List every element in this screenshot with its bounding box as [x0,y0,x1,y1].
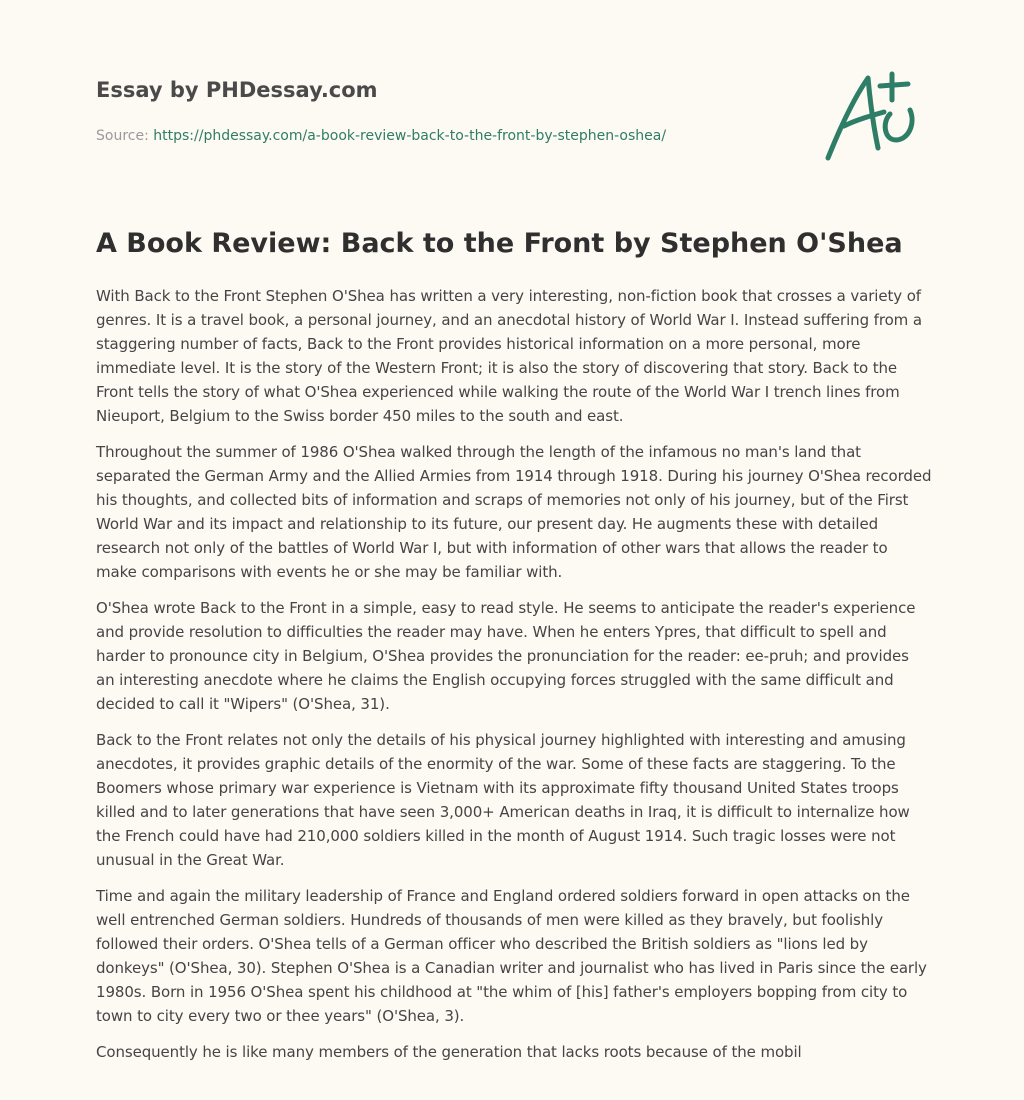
source-label: Source: [96,128,149,144]
source-link[interactable]: https://phdessay.com/a-book-review-back-to-the-front-by-stephen-oshea/ [153,128,667,144]
article-body [96,284,932,1076]
paragraph: Consequently he is like many members of the generation that lacks roots because of the mobil [96,1043,802,1061]
article-title: A Book Review: Back to the Front by Stephen O'Shea [96,228,903,259]
paragraph: Time and again the military leadership of France and England ordered soldiers forward in open attacks on the well entrenched German soldiers. Hundreds of thousands of men were killed as they bravely, but foolishly followed their orders. O'Shea tells of a German officer who described the British soldiers as "lions led by donkeys" (O'Shea, 30). Stephen O'Shea is a Canadian writer and journalist who has lived in Paris since the early 1980s. Born in 1956 O'Shea spent his childhood at "the whim of [his] father's employers bopping from city to town to city every two or thee years" (O'Shea, 3). [96,887,927,1025]
paragraph: O'Shea wrote Back to the Front in a simple, easy to read style. He seems to anticipate the reader's experience and provide resolution to difficulties the reader may have. When he enters Ypres, that difficult to spell and harder to pronounce city in Belgium, O'Shea provides the pronunciation for the reader: ee-pruh; and provides an interesting anecdote where he claims the English occupying forces struggled with the same difficult and decided to call it "Wipers" (O'Shea, 31). [96,599,916,713]
paragraph: Back to the Front relates not only the details of his physical journey highlighted with interesting and amusing anecdotes, it provides graphic details of the enormity of the war. Some of these facts are staggering. To the Boomers whose primary war experience is Vietnam with its approximate fifty thousand United States troops killed and to later generations that have seen 3,000+ American deaths in Iraq, it is difficult to internalize how the French could have had 210,000 soldiers killed in the month of August 1914. Such tragic losses were not unusual in the Great War. [96,731,910,869]
paragraph: With Back to the Front Stephen O'Shea has written a very interesting, non-fiction book that crosses a variety of genres. It is a travel book, a personal journey, and an anecdotal history of World War I. Instead suffering from a staggering number of facts, Back to the Front provides historical information on a more personal, more immediate level. It is the story of the Western Front; it is also the story of discovering that story. Back to the Front tells the story of what O'Shea experienced while walking the route of the World War I trench lines from Nieuport, Belgium to the Swiss border 450 miles to the south and east. [96,287,922,425]
site-brand: Essay by PHDessay.com [96,78,378,102]
source-line [96,126,796,146]
paragraph: Throughout the summer of 1986 O'Shea walked through the length of the infamous no man's land that separated the German Army and the Allied Armies from 1914 through 1918. During his journey O'Shea recorded his thoughts, and collected bits of information and scraps of memories not only of his journey, but of the First World War and its impact and relationship to its future, our present day. He augments these with detailed research not only of the battles of World War I, but with information of other wars that allows the reader to make comparisons with events he or she may be familiar with. [96,443,932,581]
a-plus-grade-icon [818,66,928,166]
essay-header [96,76,796,146]
